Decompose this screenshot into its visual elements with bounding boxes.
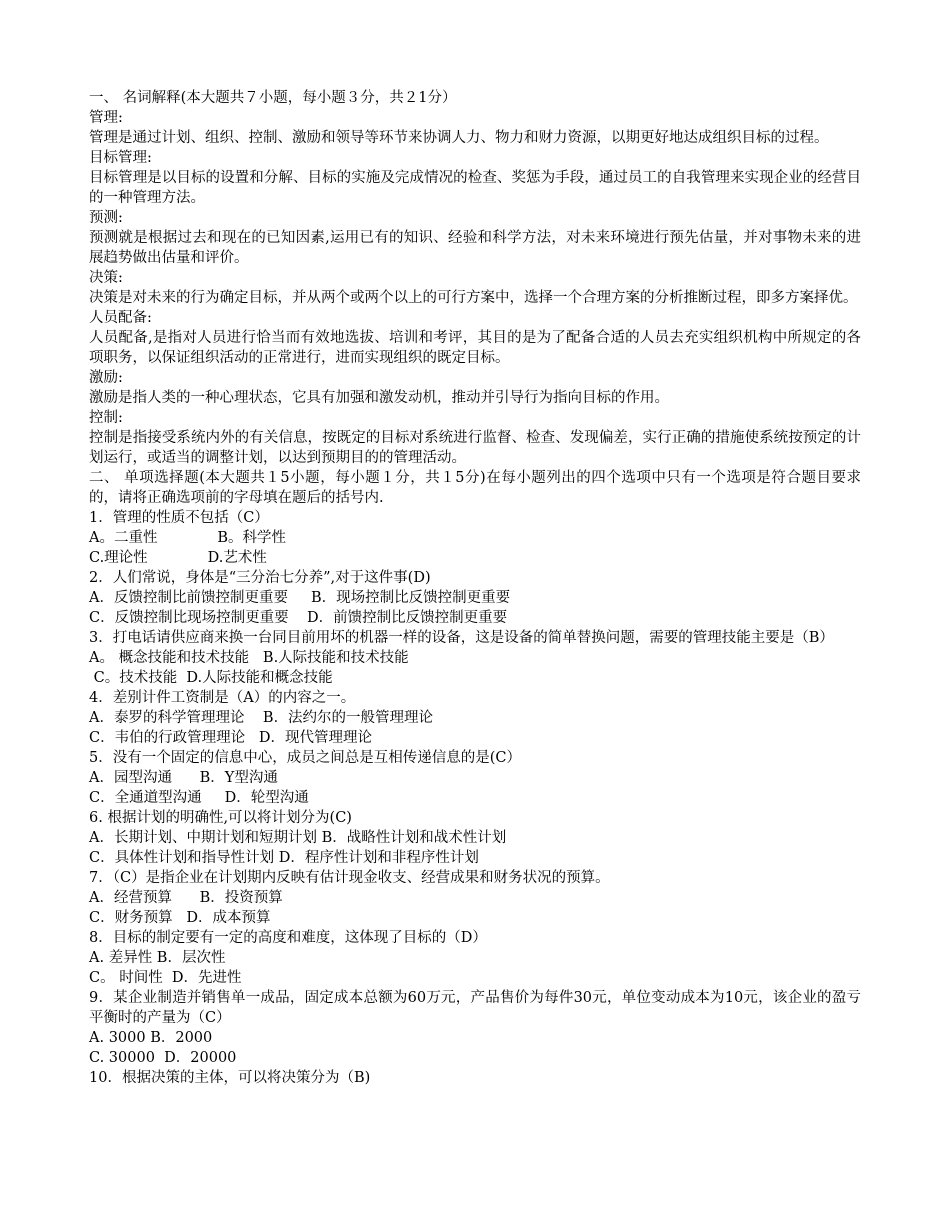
question-block [89, 988, 861, 1068]
question-option: C．反馈控制比现场控制更重要 D．前馈控制比反馈控制更重要 [89, 610, 508, 626]
question-stem: 8．目标的制定要有一定的高度和难度，这体现了目标的（D） [89, 930, 487, 946]
question-block [89, 868, 861, 928]
term-title: 决策: [89, 270, 123, 286]
question-block [89, 1068, 861, 1088]
term-title: 目标管理: [89, 150, 152, 166]
term-title: 预测: [89, 210, 123, 226]
question-option: C。 时间性 D．先进性 [89, 970, 242, 986]
question-stem: 9．某企业制造并销售单一成品，固定成本总额为60万元，产品售价为每件30元，单位变动成本为10元，该企业的盈亏平衡时的产量为（C） [89, 990, 861, 1026]
question-stem: 7．（C）是指企业在计划期内反映有估计现金收支、经营成果和财务状况的预算。 [89, 870, 610, 886]
term-block [89, 108, 861, 148]
term-title: 人员配备: [89, 310, 152, 326]
question-option: A。二重性 B。科学性 [89, 530, 287, 546]
question-block [89, 508, 861, 568]
question-option: C.理论性 D.艺术性 [89, 550, 267, 566]
question-option: A. 3000 B．2000 [89, 1030, 213, 1046]
term-block [89, 308, 861, 368]
term-definition: 预测就是根据过去和现在的已知因素,运用已有的知识、经验和科学方法，对未来环境进行预先估量，并对事物未来的进展趋势做出估量和评价。 [89, 230, 861, 266]
question-option: C. 30000 D．20000 [89, 1050, 237, 1066]
term-definition: 激励是指人类的一种心理状态，它具有加强和激发动机，推动并引导行为指向目标的作用。 [89, 390, 669, 406]
term-definition: 决策是对未来的行为确定目标，并从两个或两个以上的可行方案中，选择一个合理方案的分析推断过程，即多方案择优。 [89, 290, 858, 306]
document-page [89, 88, 861, 1088]
term-title: 激励: [89, 370, 123, 386]
term-definition: 人员配备,是指对人员进行恰当而有效地选拔、培训和考评，其目的是为了配备合适的人员去充实组织机构中所规定的各项职务，以保证组织活动的正常进行，进而实现组织的既定目标。 [89, 330, 861, 366]
question-option: A．反馈控制比前馈控制更重要 B．现场控制比反馈控制更重要 [89, 590, 511, 606]
term-block [89, 368, 861, 408]
term-title: 控制: [89, 410, 123, 426]
question-block [89, 628, 861, 688]
section2-heading: 二、 单项选择题(本大题共１5小题，每小题１分，共１5分)在每小题列出的四个选项中只有一个选项是符合题目要求的，请将正确选项前的字母填在题后的括号内. [89, 470, 861, 506]
term-block [89, 408, 861, 468]
question-stem: 2．人们常说，身体是“三分治七分养”,对于这件事(D) [89, 570, 431, 586]
term-block [89, 208, 861, 268]
question-stem: 10．根据决策的主体，可以将决策分为（B) [89, 1070, 371, 1086]
question-block [89, 568, 861, 628]
question-option: A．长期计划、中期计划和短期计划 B．战略性计划和战术性计划 [89, 830, 507, 846]
question-stem: 1．管理的性质不包括（C） [89, 510, 269, 526]
question-option: A．园型沟通 B．Y型沟通 [89, 770, 278, 786]
question-option: A。 概念技能和技术技能 B.人际技能和技术技能 [89, 650, 409, 666]
question-option: C．财务预算 D．成本预算 [89, 910, 271, 926]
section1-heading: 一、 名词解释(本大题共７小题，每小题３分，共２1分） [89, 90, 457, 106]
term-definition: 管理是通过计划、组织、控制、激励和领导等环节来协调人力、物力和财力资源，以期更好地达成组织目标的过程。 [89, 130, 829, 146]
question-block [89, 688, 861, 748]
question-option: C．韦伯的行政管理理论 D．现代管理理论 [89, 730, 373, 746]
question-stem: 5．没有一个固定的信息中心，成员之间总是互相传递信息的是(C） [89, 750, 521, 766]
term-title: 管理: [89, 110, 123, 126]
term-block [89, 268, 861, 308]
question-option: A. 差异性 B．层次性 [89, 950, 226, 966]
question-option: C．具体性计划和指导性计划 D．程序性计划和非程序性计划 [89, 850, 479, 866]
question-option: C。技术技能 D.人际技能和概念技能 [89, 670, 333, 686]
term-definition: 目标管理是以目标的设置和分解、目标的实施及完成情况的检查、奖惩为手段，通过员工的自我管理来实现企业的经营目的一种管理方法。 [89, 170, 861, 206]
question-stem: 3．打电话请供应商来换一台同目前用坏的机器一样的设备，这是设备的简单替换问题，需要的管理技能主要是（B） [89, 630, 834, 646]
term-definition: 控制是指接受系统内外的有关信息，按既定的目标对系统进行监督、检查、发现偏差，实行正确的措施使系统按预定的计划运行，或适当的调整计划，以达到预期目的的管理活动。 [89, 430, 861, 466]
term-block [89, 148, 861, 208]
question-stem: 4．差别计件工资制是（A）的内容之一。 [89, 690, 356, 706]
question-block [89, 928, 861, 988]
question-option: C．全通道型沟通 D．轮型沟通 [89, 790, 309, 806]
question-stem: 6. 根据计划的明确性,可以将计划分为(C) [89, 810, 352, 826]
question-option: A．泰罗的科学管理理论 B．法约尔的一般管理理论 [89, 710, 434, 726]
question-block [89, 808, 861, 868]
question-option: A．经营预算 B．投资预算 [89, 890, 283, 906]
question-block [89, 748, 861, 808]
